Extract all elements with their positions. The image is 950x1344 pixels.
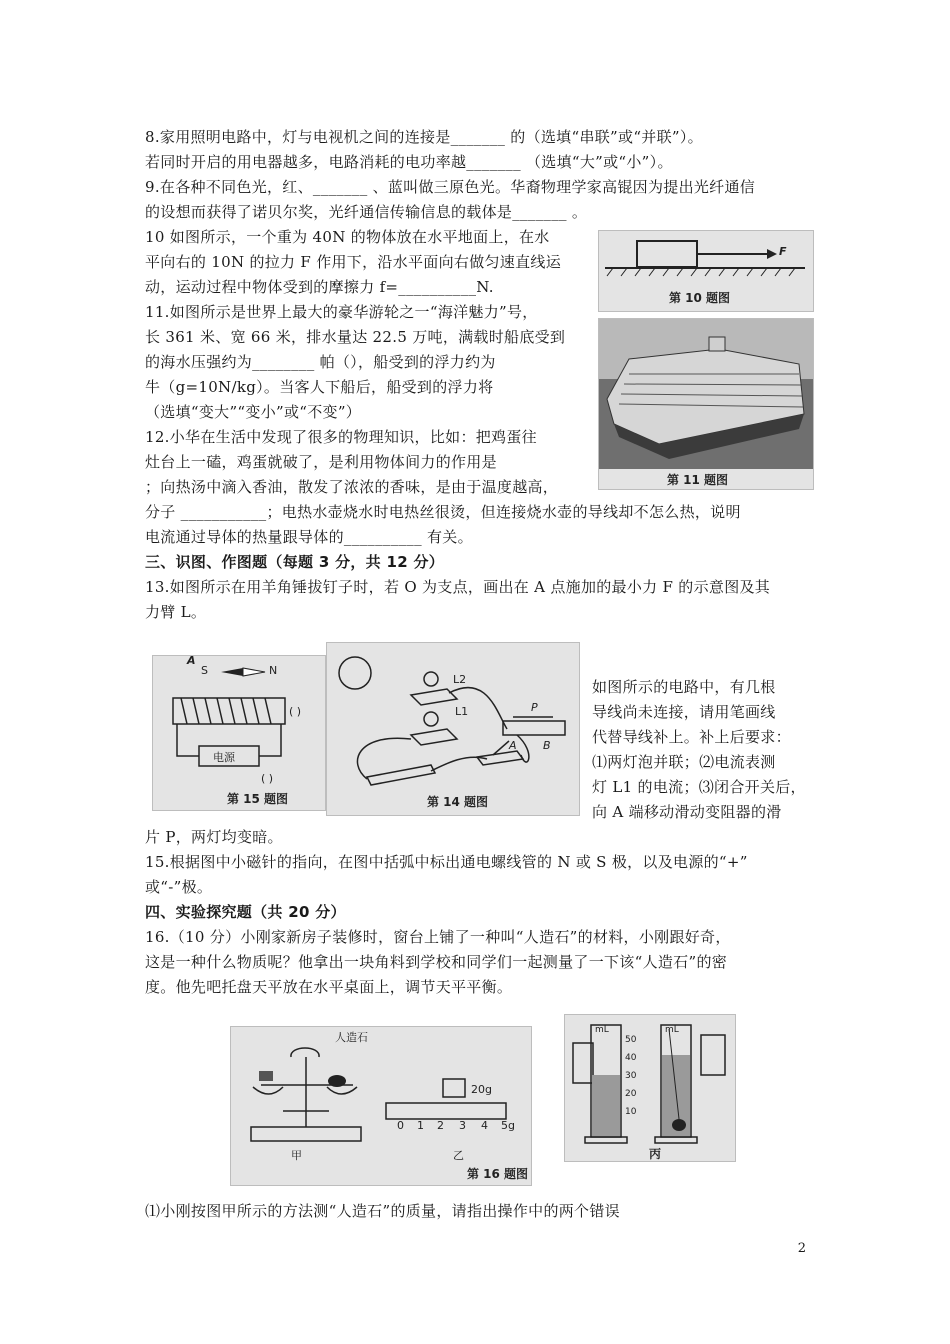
q11-line3: 的海水压强约为________ 帕（），船受到的浮力约为 <box>145 353 496 371</box>
figure-cylinders <box>564 1014 736 1162</box>
label-yi: 乙 <box>453 1149 464 1162</box>
q11-line4: 牛（g=10N/kg）。当客人下船后，船受到的浮力将 <box>145 378 494 396</box>
cyl2-unit: mL <box>665 1025 679 1035</box>
cyl-tick-50: 50 <box>625 1035 637 1045</box>
figure-14 <box>326 642 580 816</box>
source-paren: ( ) <box>261 772 274 785</box>
ruler-tick-5: 5g <box>501 1119 515 1132</box>
q15-line2: 或“-”极。 <box>145 878 213 896</box>
force-label: F <box>779 245 787 258</box>
q16-sub1: ⑴小刚按图甲所示的方法测“人造石”的质量，请指出操作中的两个错误 <box>145 1202 620 1220</box>
figure-11-caption: 第 11 题图 <box>667 473 729 487</box>
cyl-tick-40: 40 <box>625 1053 637 1063</box>
lamp-l2-label: L2 <box>453 673 467 686</box>
q13-line2: 力臂 L。 <box>145 603 207 621</box>
cyl-tick-30: 30 <box>625 1071 637 1081</box>
q12-line4: 分子 ___________；电热水壶烧水时电热丝很烫，但连接烧水壶的导线却不怎么热，说明 <box>145 503 741 521</box>
q15-line1: 15.根据图中小磁针的指向，在图中括弧中标出通电螺线管的 N 或 S 极，以及电源的“+” <box>145 853 748 871</box>
q12-line5: 电流通过导体的热量跟导体的__________ 有关。 <box>145 528 473 546</box>
ship-photo <box>599 319 813 489</box>
section-three-heading: 三、识图、作图题（每题 3 分，共 12 分） <box>145 553 445 571</box>
label-jia: 甲 <box>291 1149 302 1162</box>
q10-line1: 10 如图所示，一个重为 40N 的物体放在水平地面上，在水 <box>145 228 550 246</box>
rheostat-b-label: B <box>543 739 551 752</box>
q12-line3: ；向热汤中滴入香油，散发了浓浓的香味，是由于温度越高， <box>145 478 559 496</box>
figure-10 <box>598 230 814 312</box>
ruler-tick-0: 0 <box>397 1119 404 1132</box>
q10-line3: 动，运动过程中物体受到的摩擦力 f=__________N. <box>145 278 494 296</box>
figure-14-caption: 第 14 题图 <box>427 795 489 809</box>
circuit-drawing <box>327 643 579 815</box>
weight-label: 20g <box>471 1083 492 1096</box>
figure-cylinders-caption: 丙 <box>649 1147 662 1161</box>
ruler-tick-1: 1 <box>417 1119 424 1132</box>
q8-line2: 若同时开启的用电器越多，电路消耗的电功率越_______ （选填“大”或“小”）。 <box>145 153 673 171</box>
cyl-tick-10: 10 <box>625 1107 637 1117</box>
q12-line1: 12.小华在生活中发现了很多的物理知识，比如：把鸡蛋往 <box>145 428 537 446</box>
q14-text-6: 向 A 端移动滑动变阻器的滑 <box>592 803 782 821</box>
ruler-tick-3: 3 <box>459 1119 466 1132</box>
q14-text-3: 代替导线补上。补上后要求： <box>592 728 791 746</box>
q12-line2: 灶台上一磕，鸡蛋就破了，是利用物体间力的作用是 <box>145 453 497 471</box>
figure-15 <box>152 655 326 811</box>
balance-drawing <box>231 1027 531 1185</box>
figure-16 <box>230 1026 532 1186</box>
figure-16-caption: 第 16 题图 <box>467 1167 529 1181</box>
page-number: 2 <box>797 1241 806 1256</box>
lamp-l1-label: L1 <box>455 705 469 718</box>
section-four-heading: 四、实验探究题（共 20 分） <box>145 903 346 921</box>
q9-line2: 的设想而获得了诺贝尔奖，光纤通信传输信息的载体是_______ 。 <box>145 203 588 221</box>
q9-line1: 9.在各种不同色光，红、_______ 、蓝叫做三原色光。华裔物理学家高锟因为提出光纤通信 <box>145 178 756 196</box>
q13-line1: 13.如图所示在用羊角锤拔钉子时，若 O 为支点，画出在 A 点施加的最小力 F 的示意图及其 <box>145 578 771 596</box>
needle-s-label: S <box>201 664 208 677</box>
q14-line-end: 片 P，两灯均变暗。 <box>145 828 283 846</box>
point-a-label: A <box>187 655 196 667</box>
q8-line1: 8.家用照明电路中，灯与电视机之间的连接是_______ 的（选填“串联”或“并联”）。 <box>145 128 703 146</box>
ruler-tick-2: 2 <box>437 1119 444 1132</box>
figure-15-caption: 第 15 题图 <box>227 792 289 806</box>
slider-p-label: P <box>531 701 538 714</box>
q16-line1: 16.（10 分）小刚家新房子装修时，窗台上铺了一种叫“人造石”的材料，小刚跟好奇， <box>145 928 731 946</box>
q14-text-2: 导线尚未连接，请用笔画线 <box>592 703 776 721</box>
q14-text-5: 灯 L1 的电流；⑶闭合开关后， <box>592 778 806 796</box>
q14-text-4: ⑴两灯泡并联；⑵电流表测 <box>592 753 776 771</box>
q16-line2: 这是一种什么物质呢？他拿出一块角料到学校和同学们一起测量了一下该“人造石”的密 <box>145 953 728 971</box>
cyl-tick-20: 20 <box>625 1089 637 1099</box>
rheostat-a-label: A <box>509 739 517 752</box>
needle-n-label: N <box>269 664 278 677</box>
stone-label: 人造石 <box>335 1031 368 1044</box>
figure-10-caption: 第 10 题图 <box>669 291 731 305</box>
q10-line2: 平向右的 10N 的拉力 F 作用下，沿水平面向右做匀速直线运 <box>145 253 561 271</box>
solenoid-drawing <box>153 656 325 810</box>
figure-11 <box>598 318 814 490</box>
power-source-label: 电源 <box>213 751 235 764</box>
ruler-tick-4: 4 <box>481 1119 488 1132</box>
cylinder-drawing <box>565 1015 735 1161</box>
q16-line3: 度。他先吧托盘天平放在水平桌面上，调节天平平衡。 <box>145 978 513 996</box>
cyl1-unit: mL <box>595 1025 609 1035</box>
coil-paren: ( ) <box>289 705 302 718</box>
q11-line5: （选填“变大”“变小”或“不变”） <box>145 403 362 421</box>
q11-line2: 长 361 米、宽 66 米，排水量达 22.5 万吨，满载时船底受到 <box>145 328 566 346</box>
q11-line1: 11.如图所示是世界上最大的豪华游轮之一“海洋魅力”号， <box>145 303 538 321</box>
q14-text-1: 如图所示的电路中，有几根 <box>592 678 776 696</box>
